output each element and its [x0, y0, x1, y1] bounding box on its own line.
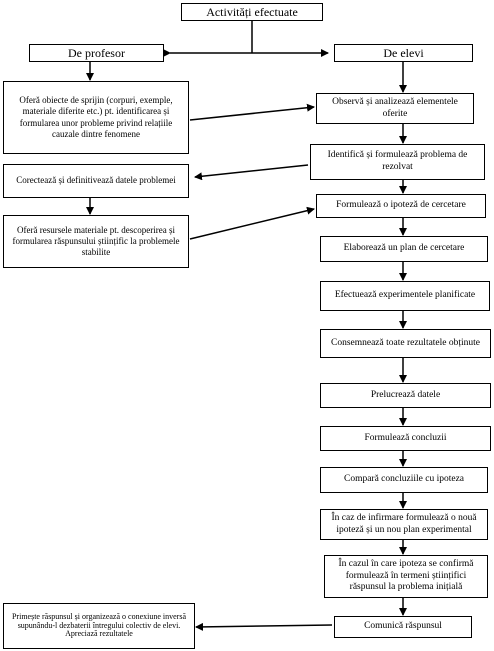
- student-step-11-text: În cazul în care ipoteza se confirmă formulează în termeni științifici răspunsul la problema inițială: [338, 558, 474, 593]
- student-step-10: [320, 509, 488, 540]
- student-step-6-text: Consemnează toate rezultatele obținute: [330, 337, 481, 348]
- teacher-box-1: [3, 81, 189, 154]
- student-step-1: [316, 93, 474, 124]
- header-teacher: [29, 44, 164, 62]
- teacher-box-3: [3, 215, 189, 268]
- arrow-step12-to-teacher4: [196, 625, 332, 627]
- student-step-10-text: În caz de infirmare formulează o nouă ipoteză și un nou plan experimental: [331, 512, 477, 535]
- student-step-4-text: Elaborează un plan de cercetare: [343, 243, 465, 254]
- student-step-7: [320, 383, 491, 408]
- teacher-box-1-text: Oferă obiecte de sprijin (corpuri, exemple, materiale diferite etc.) pt. identificarea și formularea unor probleme privind relațiile cauzale dintre fenomene: [19, 95, 173, 139]
- header-students: [334, 44, 473, 62]
- header-teacher-label: De profesor: [68, 45, 125, 60]
- student-step-1-text: Observă și analizează elementele oferite: [332, 96, 458, 119]
- student-step-11: [324, 555, 488, 598]
- student-step-9: [320, 467, 488, 493]
- student-step-8: [320, 426, 491, 451]
- student-step-9-text: Compară concluziile cu ipoteza: [343, 474, 465, 485]
- teacher-box-4-text: Primește răspunsul și organizează o conexiune inversă supunându-l dezbaterii întregului colectiv de elevi. Apreciază rezultatele: [11, 612, 187, 639]
- student-step-2-text: Identifică și formulează problema de rezolvat: [327, 150, 468, 172]
- student-step-7-text: Prelucrează datele: [370, 389, 441, 400]
- student-step-6: [320, 329, 491, 358]
- teacher-box-2-text: Corectează și definitivează datele problemei: [16, 175, 176, 186]
- teacher-box-4: [3, 603, 195, 649]
- arrow-teacher1-to-step1: [190, 107, 314, 120]
- student-step-5: [320, 281, 490, 311]
- title-text: Activități efectuate: [206, 4, 298, 19]
- title-box: [181, 3, 323, 21]
- student-step-3: [316, 194, 486, 218]
- student-step-2: [310, 144, 485, 180]
- student-step-3-text: Formulează o ipoteză de cercetare: [336, 200, 466, 211]
- student-step-4: [320, 236, 488, 262]
- teacher-box-3-text: Oferă resursele materiale pt. descoperirea și formularea răspunsului științific la problemele stabilite: [12, 224, 180, 258]
- student-step-12: [334, 616, 472, 638]
- teacher-box-2: [3, 164, 189, 198]
- arrow-step2-to-teacher2: [195, 165, 308, 177]
- arrow-teacher3-to-step3: [190, 209, 314, 239]
- header-students-label: De elevi: [383, 45, 424, 60]
- student-step-5-text: Efectuează experimentele planificate: [334, 290, 476, 301]
- student-step-12-text: Comunică răspunsul: [364, 621, 442, 632]
- student-step-8-text: Formulează concluzii: [364, 432, 447, 443]
